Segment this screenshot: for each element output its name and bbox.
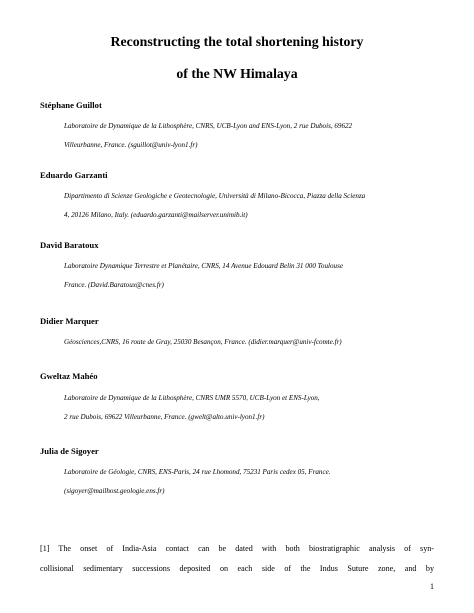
affiliation-line: France. (David.Baratoux@cnes.fr) (64, 281, 164, 289)
affiliation-line: 2 rue Dubois, 69622 Villeurbanne, France. (gwelt@alto.univ-lyon1.fr) (64, 413, 265, 421)
author-name: Gweltaz Mahéo (40, 371, 98, 381)
author-affiliation (64, 187, 434, 225)
page-number: 1 (430, 582, 434, 591)
affiliation-line: Géosciences,CNRS, 16 route de Gray, 25030 Besançon, France. (didier.marquer@univ-fcomte.fr) (64, 338, 342, 346)
abstract-paragraph (40, 539, 434, 578)
author-affiliation (64, 389, 434, 427)
paper-title-line-1: Reconstructing the total shortening history (110, 34, 364, 49)
author-affiliation (64, 257, 434, 295)
author-name: Didier Marquer (40, 316, 99, 326)
author-name: Stéphane Guillot (40, 100, 102, 110)
affiliation-line: Laboratoire Dynamique Terrestre et Planétaire, CNRS, 14 Avenue Edouard Belin 31 000 Toulouse (64, 262, 344, 270)
author-name: David Baratoux (40, 240, 99, 250)
paper-title-line-2: of the NW Himalaya (176, 66, 298, 81)
author-affiliation (64, 333, 434, 352)
affiliation-line: Laboratoire de Géologie, CNRS, ENS-Paris, 24 rue Lhomond, 75231 Paris cedex 05, France. (64, 468, 331, 476)
affiliation-line: Laboratoire de Dynamique de la Lithosphère, CNRS UMR 5570, UCB-Lyon et ENS-Lyon, (64, 394, 320, 402)
author-affiliation (64, 117, 434, 155)
affiliation-line: 4, 20126 Milano, Italy. (eduardo.garzanti@mailserver.unimib.it) (64, 211, 248, 219)
author-affiliation (64, 463, 434, 501)
abstract-line: collisional sedimentary successions deposited on each side of the Indus Suture zone, and by (40, 563, 434, 573)
abstract-line: [1] The onset of India-Asia contact can be dated with both biostratigraphic analysis of syn- (40, 544, 434, 553)
author-name: Julia de Sigoyer (40, 446, 99, 456)
author-name: Eduardo Garzanti (40, 170, 108, 180)
affiliation-line: (sigoyer@mailhost.geologie.ens.fr) (64, 487, 165, 495)
affiliation-line: Villeurbanne, France. (sguillot@univ-lyon1.fr) (64, 141, 198, 149)
affiliation-line: Laboratoire de Dynamique de la Lithosphère, CNRS, UCB-Lyon and ENS-Lyon, 2 rue Dubois, 69622 (64, 122, 353, 130)
affiliation-line: Dipartimento di Scienze Geologiche e Geotecnologie, Università di Milano-Bicocca, Piazza della Scienza (64, 192, 366, 200)
